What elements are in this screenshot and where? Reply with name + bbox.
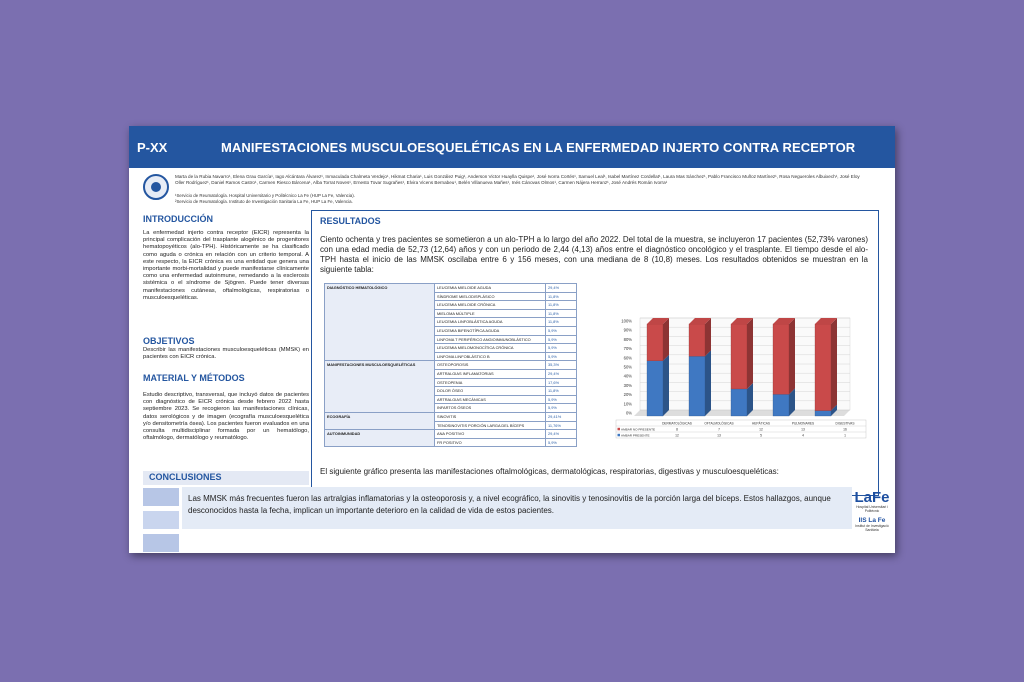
series-label: AMBAR NO PRESENTE bbox=[621, 427, 656, 432]
category-label: DIGESTIVAS bbox=[835, 421, 855, 426]
bar-segment bbox=[647, 361, 663, 416]
table-item: LEUCEMIA MIELOIDE CRÓNICA bbox=[435, 301, 546, 310]
table-value: 5,9% bbox=[546, 326, 577, 335]
bar-side bbox=[663, 318, 669, 361]
table-category: ECOGRAFÍA bbox=[325, 412, 435, 429]
table-item: LEUCEMIA LINFOBLÁSTICA AGUDA bbox=[435, 318, 546, 327]
conclusions-box bbox=[182, 487, 852, 529]
results-intro: Ciento ochenta y tres pacientes se sometieron a un alo-TPH a lo largo del año 2022. Del total de la muestra, se incluyeron 17 pacientes (52,73% varones) con una edad media de 52,73 (12,64) años y con un periodo de 2,44 (4,13) años entre el diagnóstico oncológico y el trasplante. El tiempo desde el alo-TPH hasta el inicio de las MMSK oscilaba entre 6 y 156 meses, con una mediana de 8 (10,8) meses. Los resultados obtenidos se muestran en la siguiente tabla: bbox=[320, 235, 868, 274]
bar-segment bbox=[731, 324, 747, 389]
table-value: 29,4% bbox=[546, 284, 577, 293]
deco-square bbox=[143, 488, 179, 506]
objectives-text: Describir las manifestaciones musculoesqueléticas (MMSK) en pacientes con EICR crónica. bbox=[143, 347, 309, 361]
y-tick-label: 50% bbox=[623, 364, 632, 370]
table-item: ANA POSITIVO bbox=[435, 430, 546, 439]
iis-wordmark: IIS La Fe bbox=[858, 517, 886, 524]
category-label: OFTALMOLÓGICAS bbox=[704, 421, 734, 426]
table-value: 5,9% bbox=[546, 404, 577, 413]
data-value: 16 bbox=[843, 427, 847, 432]
poster bbox=[129, 126, 895, 553]
intro-text: La enfermedad injerto contra receptor (EICR) representa la principal complicación del trasplante alogénico de progenitores hematopoyéticos (alo-TPH). Históricamente se ha clasificado como aguda o crónica en relación con un criterio temporal. A este respecto, la EICR crónica es una entidad que genera una importante morbi-mortalidad y puede manifestarse clínicamente como una enfermedad autoinmune, remedando a la esclerosis sistémica o el síndrome de Sjögren. Puede tener diversas manifestaciones cutáneas, oftalmológicas, respiratorias o musculoesqueléticas. bbox=[143, 230, 309, 301]
y-tick-label: 60% bbox=[623, 355, 632, 361]
table-item: SINOVITIS bbox=[435, 412, 546, 421]
table-row bbox=[325, 412, 577, 421]
y-tick-label: 80% bbox=[623, 336, 632, 342]
bar-segment bbox=[689, 356, 705, 416]
poster-header bbox=[129, 126, 895, 168]
y-tick-label: 0% bbox=[625, 410, 632, 416]
results-panel bbox=[311, 210, 879, 496]
table-value: 5,9% bbox=[546, 438, 577, 447]
results-title: RESULTADOS bbox=[320, 216, 381, 226]
deco-square bbox=[143, 511, 179, 529]
y-tick-label: 90% bbox=[623, 327, 632, 333]
table-item: ARTRALGIAS INFLAMATORIAS bbox=[435, 369, 546, 378]
data-value: 8 bbox=[676, 427, 678, 432]
bar-side bbox=[789, 318, 795, 394]
lafe-logo bbox=[853, 490, 891, 532]
data-value: 4 bbox=[802, 433, 804, 438]
bar-side bbox=[663, 355, 669, 416]
bar-segment bbox=[815, 411, 831, 416]
table-value: 35,3% bbox=[546, 361, 577, 370]
society-logo bbox=[143, 174, 169, 200]
table-value: 5,9% bbox=[546, 352, 577, 361]
bar-side bbox=[831, 318, 837, 411]
table-item: LEUCEMIA MIELOMONOCÍTICA CRÓNICA bbox=[435, 344, 546, 353]
bar-segment bbox=[647, 324, 663, 361]
table-category: DIAGNÓSTICO HEMATOLÓGICO bbox=[325, 284, 435, 361]
y-tick-label: 30% bbox=[623, 382, 632, 388]
methods-text: Estudio descriptivo, transversal, que incluyó datos de pacientes con diagnóstico de EICR crónica desde febrero 2022 hasta septiembre 2023. Se recogieron las manifestaciones clínicas, datos serológicos y de imagen (ecografía musculoesquelética y/o densitometría ósea). Los pacientes fueron evaluados en una consulta multidisciplinar formada por un hematólogo, oftalmólogo, dermatólogo y reumatólogo. bbox=[143, 392, 309, 442]
y-tick-label: 40% bbox=[623, 373, 632, 379]
data-value: 1 bbox=[844, 433, 846, 438]
bar-side bbox=[705, 318, 711, 356]
data-value: 13 bbox=[717, 433, 721, 438]
table-item: DOLOR ÓSEO bbox=[435, 387, 546, 396]
category-label: DERMATOLÓGICAS bbox=[662, 421, 692, 426]
affiliation-2: ²Servicio de Reumatología. Instituto de Investigación Sanitaria La Fe, HUP La Fe, Valencia. bbox=[175, 199, 353, 204]
table-value: 5,9% bbox=[546, 395, 577, 404]
table-row bbox=[325, 284, 577, 293]
objectives-title: OBJETIVOS bbox=[143, 336, 195, 346]
table-item: FR POSITIVO bbox=[435, 438, 546, 447]
table-item: MIELOMA MÚLTIPLE bbox=[435, 309, 546, 318]
data-value: 5 bbox=[760, 433, 762, 438]
table-item: OSTEOPOROSIS bbox=[435, 361, 546, 370]
intro-title: INTRODUCCIÓN bbox=[143, 214, 213, 224]
lafe-wordmark: LaFe bbox=[854, 489, 890, 506]
category-label: HEPÁTICAS bbox=[751, 421, 771, 426]
bar-side bbox=[747, 318, 753, 389]
bar-segment bbox=[773, 394, 789, 416]
y-tick-label: 10% bbox=[623, 401, 632, 407]
data-value: 12 bbox=[675, 433, 679, 438]
bar-segment bbox=[731, 389, 747, 416]
table-item: SÍNDROME MIELODISPLÁSICO bbox=[435, 292, 546, 301]
table-row bbox=[325, 430, 577, 439]
table-category: AUTOINMUNIDAD bbox=[325, 430, 435, 447]
table-row bbox=[325, 361, 577, 370]
manifestations-chart bbox=[612, 316, 867, 454]
conclusions-text: Las MMSK más frecuentes fueron las artralgias inflamatorias y la osteoporosis y, a nivel ecográfico, la sinovitis y tenosinovitis de la porción larga del bíceps. Estos hallazgos, aunque desconocidos hasta la fecha, implican un importante deterioro en la calidad de vida de estos pacientes. bbox=[188, 494, 831, 515]
table-value: 11,8% bbox=[546, 292, 577, 301]
y-tick-label: 20% bbox=[623, 392, 632, 398]
series-label: AMBAR PRESENTE bbox=[621, 433, 650, 438]
table-item: LINFOMA LINFOBLÁSTICO B bbox=[435, 352, 546, 361]
data-value: 7 bbox=[718, 427, 720, 432]
table-item: LINFOMA T PERIFÉRICO ANGIOINMUNOBLÁSTICO bbox=[435, 335, 546, 344]
conclusions-title: CONCLUSIONES bbox=[149, 472, 222, 482]
table-item: LEUCEMIA BIFENOTÍPICA AGUDA bbox=[435, 326, 546, 335]
bar-segment bbox=[689, 324, 705, 356]
table-item: ARTRALGIAS MECÁNICAS bbox=[435, 395, 546, 404]
deco-square bbox=[143, 534, 179, 552]
table-item: OSTEOPENIA bbox=[435, 378, 546, 387]
table-value: 11,8% bbox=[546, 301, 577, 310]
table-value: 29,4% bbox=[546, 369, 577, 378]
methods-title: MATERIAL Y MÉTODOS bbox=[143, 373, 245, 383]
table-value: 29,4% bbox=[546, 430, 577, 439]
lafe-subtitle: Hospital Universitari i Politècnic bbox=[856, 505, 888, 513]
data-value: 12 bbox=[759, 427, 763, 432]
table-value: 11,8% bbox=[546, 387, 577, 396]
table-value: 5,9% bbox=[546, 344, 577, 353]
y-tick-label: 100% bbox=[621, 318, 632, 324]
category-label: PULMONARES bbox=[791, 421, 815, 426]
legend-swatch bbox=[618, 434, 621, 437]
results-table bbox=[324, 283, 577, 447]
bar-segment bbox=[773, 324, 789, 394]
table-value: 17,6% bbox=[546, 378, 577, 387]
table-value: 5,9% bbox=[546, 335, 577, 344]
table-item: LEUCEMIA MIELOIDE AGUDA bbox=[435, 284, 546, 293]
table-item: INFARTOS ÓSEOS bbox=[435, 404, 546, 413]
iis-subtitle: Institut de Investigació Sanitària bbox=[855, 524, 889, 532]
table-value: 11,8% bbox=[546, 309, 577, 318]
author-list: Marta de la Rubia Navarro¹, Elena Grau García¹, Iago Alcántara Álvarez¹, Inmaculada Chalmeta Verdejo¹, Hikmat Charia¹, Luis González Puig¹, Anderson Victor Huaylla Quispe¹, José Ivorra Cortés¹, Samuel Leal¹, Isabel Martínez Cordellat¹, Laura Mas Sánchez¹, Pablo Francisco Muñoz Martínez¹, Rosa Negueroles Albuixech¹, José Eloy Oller Rodríguez¹, Daniel Ramos Castro¹, Carmen Riesco Bárcena¹, Alba Torrat Noves¹, Ernesto Tovar Sugrañes¹, Elvira Vicens Bernabeu¹, Belén Villanueva Mañes¹, Inés Cánovas Olmos¹, Carmen Nájera Herranz¹, José Andrés Román Ivorra¹ bbox=[175, 174, 860, 185]
y-tick-label: 70% bbox=[623, 346, 632, 352]
table-value: 29,41% bbox=[546, 412, 577, 421]
affiliations bbox=[175, 193, 495, 205]
affiliation-1: ¹Servicio de Reumatología. Hospital Universitario y Politécnico La Fe (HUP La Fe, Valencia). bbox=[175, 193, 355, 198]
table-value: 11,8% bbox=[546, 318, 577, 327]
poster-code: P-XX bbox=[137, 140, 168, 155]
results-footer: El siguiente gráfico presenta las manifestaciones oftalmológicas, dermatológicas, respiratorias, digestivas y musculoesqueléticas: bbox=[320, 467, 779, 476]
legend-swatch bbox=[618, 428, 621, 431]
table-item: TENOSINOVITIS PORCIÓN LARGA DEL BÍCEPS bbox=[435, 421, 546, 430]
table-value: 11,76% bbox=[546, 421, 577, 430]
data-value: 13 bbox=[801, 427, 805, 432]
bar-side bbox=[705, 350, 711, 416]
bar-segment bbox=[815, 324, 831, 411]
table-category: MANIFESTACIONES MUSCULOESQUELÉTICAS bbox=[325, 361, 435, 413]
poster-title: MANIFESTACIONES MUSCULOESQUELÉTICAS EN LA ENFERMEDAD INJERTO CONTRA RECEPTOR bbox=[221, 140, 856, 155]
